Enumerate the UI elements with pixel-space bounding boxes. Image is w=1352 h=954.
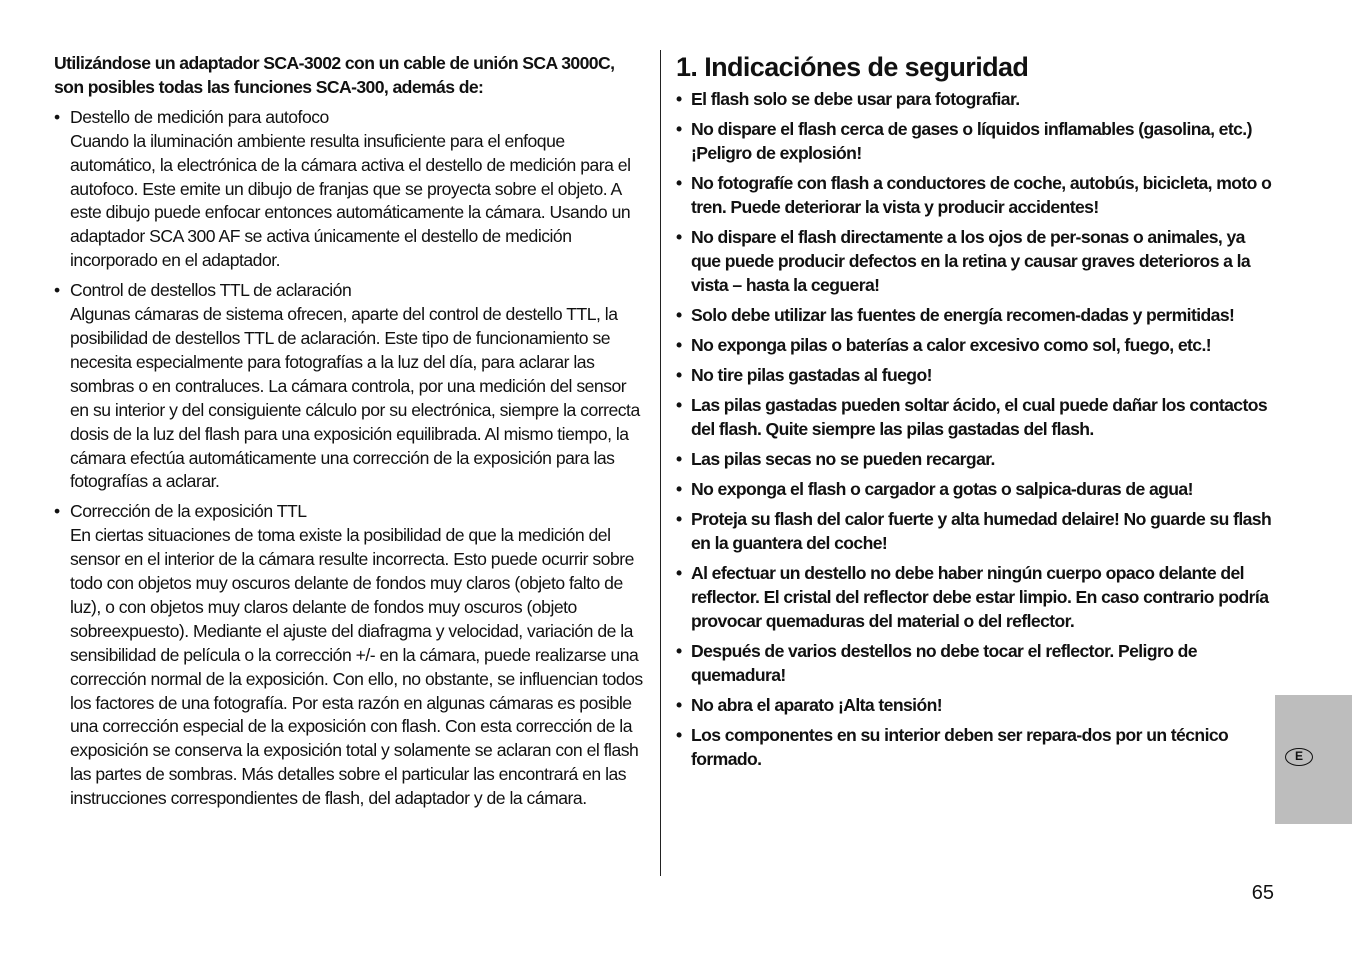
- list-item: [676, 694, 1272, 718]
- list-item: [676, 118, 1272, 166]
- section-body: Cuando la iluminación ambiente resulta insuficiente para el enfoque automático, la electrónica de la cámara activa el destello de medición para el autofoco. Este emite un dibujo de franjas que se proyecta sobre el objeto. A este dibujo puede enfocar entonces automáticamente la cámara. Usando un adaptador SCA 300 AF se activa únicamente el destello de medición incorporado en el adaptador.: [70, 130, 631, 271]
- list-item: [676, 226, 1272, 298]
- section-body: Algunas cámaras de sistema ofrecen, aparte del control de destello TTL, la posibilidad de destellos TTL de aclaración. Este tipo de funcionamiento se necesita especialmente para fotografías a la luz del día, para aclarar las sombras o en contraluces. La cámara controla, por una medición del sensor en su interior y del consiguiente cálculo por su electrónica, siempre la correcta dosis de la luz del flash para una exposición equilibrada. Al mismo tiempo, la cámara efectúa automáticamente una corrección de la exposición para las fotografías a aclarar.: [70, 304, 640, 492]
- section-ttl-correction: [54, 500, 648, 811]
- page-title: 1. Indicaciónes de seguridad: [676, 52, 1029, 82]
- list-item: [676, 562, 1272, 634]
- bullet-icon: •: [54, 106, 60, 127]
- list-item: [676, 88, 1272, 112]
- bullet-icon: •: [676, 395, 682, 416]
- list-item: [676, 724, 1272, 772]
- bullet-icon: •: [54, 280, 60, 301]
- list-item-text: No dispare el flash directamente a los ojos de per-sonas o animales, ya que puede producir defectos en la retina y causar graves deterioros a la vista – hasta la ceguera!: [691, 227, 1251, 295]
- intro-paragraph: Utilizándose un adaptador SCA-3002 con un cable de unión SCA 3000C, son posibles todas las funciones SCA-300, además de:: [54, 53, 615, 97]
- safety-list: [676, 88, 1272, 772]
- page-number: 65: [1251, 882, 1274, 904]
- bullet-icon: •: [676, 89, 682, 109]
- column-divider: [660, 50, 661, 876]
- list-item-text: No fotografíe con flash a conductores de coche, autobús, bicicleta, moto o tren. Puede deteriorar la vista y producir accidentes!: [691, 173, 1272, 217]
- bullet-icon: •: [676, 695, 682, 716]
- bullet-icon: •: [676, 725, 682, 746]
- bullet-icon: •: [676, 641, 682, 662]
- bullet-icon: •: [676, 305, 682, 325]
- list-item: [676, 640, 1272, 688]
- section-ttl-fill: [54, 279, 648, 494]
- bullet-icon: •: [676, 365, 682, 386]
- section-body: En ciertas situaciones de toma existe la posibilidad de que la medición del sensor en el interior de la cámara resulte incorrecta. Esto puede ocurrir sobre todo con objetos muy oscuros delante de fondos muy claros (objeto falto de luz), o con objetos muy claros delante de fondos muy oscuros (objeto sobreexpuesto). Mediante el ajuste del diafragma y velocidad, variación de la sensibilidad de película o la corrección +/- en la cámara, puede realizarse una corrección normal de la exposición. Con ello, no obstante, se influencian todos los factores de una fotografía. Por esta razón en algunas cámaras es posible una corrección especial de la exposición con flash. Con esta corrección de la exposición se conserva la exposición total y solamente se aclaran con el flash las partes de sombras. Más detalles sobre el particular las encontrará en las instrucciones correspondientes de flash, del adaptador y de la cámara.: [70, 525, 643, 809]
- left-column: [54, 52, 648, 817]
- list-item-text: No exponga el flash o cargador a gotas o salpica-duras de agua!: [691, 479, 1193, 500]
- list-item-text: Al efectuar un destello no debe haber ningún cuerpo opaco delante del reflector. El cristal del reflector debe estar limpio. En caso contrario podría provocar quemaduras del material o del reflector.: [691, 563, 1269, 632]
- list-item-text: Las pilas secas no se pueden recargar.: [691, 449, 995, 470]
- list-item-text: No dispare el flash cerca de gases o líquidos inflamables (gasolina, etc.) ¡Peligro de explosión!: [691, 119, 1252, 163]
- bullet-icon: •: [676, 173, 682, 194]
- bullet-icon: •: [676, 563, 682, 584]
- section-autofocus: [54, 106, 648, 273]
- list-item: [676, 478, 1272, 502]
- list-item: [676, 334, 1272, 358]
- bullet-icon: •: [676, 509, 682, 530]
- list-item-text: Proteja su flash del calor fuerte y alta humedad delaire! No guarde su flash en la guantera del coche!: [691, 509, 1272, 554]
- list-item-text: No tire pilas gastadas al fuego!: [691, 365, 932, 386]
- list-item: [676, 448, 1272, 472]
- list-item-text: Solo debe utilizar las fuentes de energía recomen-dadas y permitidas!: [691, 305, 1235, 325]
- bullet-icon: •: [676, 479, 682, 500]
- list-item-text: Después de varios destellos no debe tocar el reflector. Peligro de quemadura!: [691, 641, 1197, 686]
- list-item: [676, 394, 1272, 442]
- list-item-text: Las pilas gastadas pueden soltar ácido, el cual puede dañar los contactos del flash. Quite siempre las pilas gastadas del flash.: [691, 395, 1268, 440]
- list-item: [676, 172, 1272, 220]
- list-item: [676, 364, 1272, 388]
- bullet-icon: •: [676, 227, 682, 248]
- section-title: Corrección de la exposición TTL: [70, 501, 307, 522]
- bullet-icon: •: [676, 119, 682, 140]
- list-item-text: El flash solo se debe usar para fotografiar.: [691, 89, 1020, 109]
- bullet-icon: •: [676, 449, 682, 470]
- language-badge: E: [1285, 748, 1313, 766]
- list-item-text: No abra el aparato ¡Alta tensión!: [691, 695, 942, 716]
- list-item: [676, 508, 1272, 556]
- list-item-text: No exponga pilas o baterías a calor excesivo como sol, fuego, etc.!: [691, 335, 1212, 356]
- list-item-text: Los componentes en su interior deben ser repara-dos por un técnico formado.: [691, 725, 1229, 770]
- section-title: Destello de medición para autofoco: [70, 106, 329, 127]
- list-item: [676, 304, 1272, 328]
- bullet-icon: •: [54, 501, 60, 522]
- bullet-icon: •: [676, 335, 682, 356]
- right-column: [676, 50, 1272, 778]
- section-title: Control de destellos TTL de aclaración: [70, 280, 352, 301]
